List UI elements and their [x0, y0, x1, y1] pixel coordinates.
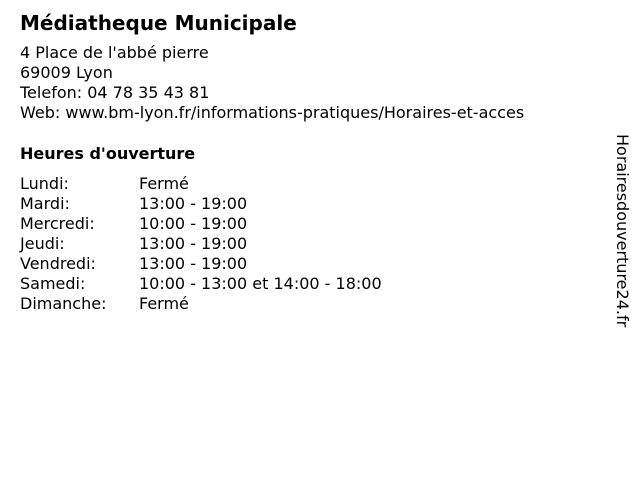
hours-heading: Heures d'ouverture: [20, 144, 196, 163]
street-address: 4 Place de l'abbé pierre: [20, 43, 209, 62]
day-hours: 13:00 - 19:00: [139, 234, 248, 253]
day-label: Jeudi:: [20, 234, 65, 253]
day-label: Dimanche:: [20, 294, 107, 313]
day-hours: 10:00 - 19:00: [139, 214, 248, 233]
hours-row-mardi: [20, 194, 382, 214]
phone-number: Telefon: 04 78 35 43 81: [20, 83, 210, 102]
address-block: [20, 43, 524, 123]
city-postcode: 69009 Lyon: [20, 63, 113, 82]
hours-row-samedi: [20, 274, 382, 294]
day-label: Samedi:: [20, 274, 86, 293]
hours-row-jeudi: [20, 234, 382, 254]
day-label: Mardi:: [20, 194, 70, 213]
day-label: Mercredi:: [20, 214, 95, 233]
site-watermark: [612, 134, 636, 344]
hours-row-dimanche: [20, 294, 382, 314]
day-hours: Fermé: [139, 174, 189, 193]
hours-row-mercredi: [20, 214, 382, 234]
day-hours: 13:00 - 19:00: [139, 194, 248, 213]
hours-row-lundi: [20, 174, 382, 194]
watermark-text: Horairesdouverture24.fr: [613, 134, 632, 328]
day-hours: 13:00 - 19:00: [139, 254, 248, 273]
website-link: Web: www.bm-lyon.fr/informations-pratiques/Horaires-et-acces: [20, 103, 525, 122]
day-hours: 10:00 - 13:00 et 14:00 - 18:00: [139, 274, 382, 293]
hours-row-vendredi: [20, 254, 382, 274]
day-label: Vendredi:: [20, 254, 96, 273]
day-hours: Fermé: [139, 294, 189, 313]
page-title: Médiatheque Municipale: [20, 11, 297, 35]
day-label: Lundi:: [20, 174, 69, 193]
opening-hours-table: [20, 174, 382, 314]
